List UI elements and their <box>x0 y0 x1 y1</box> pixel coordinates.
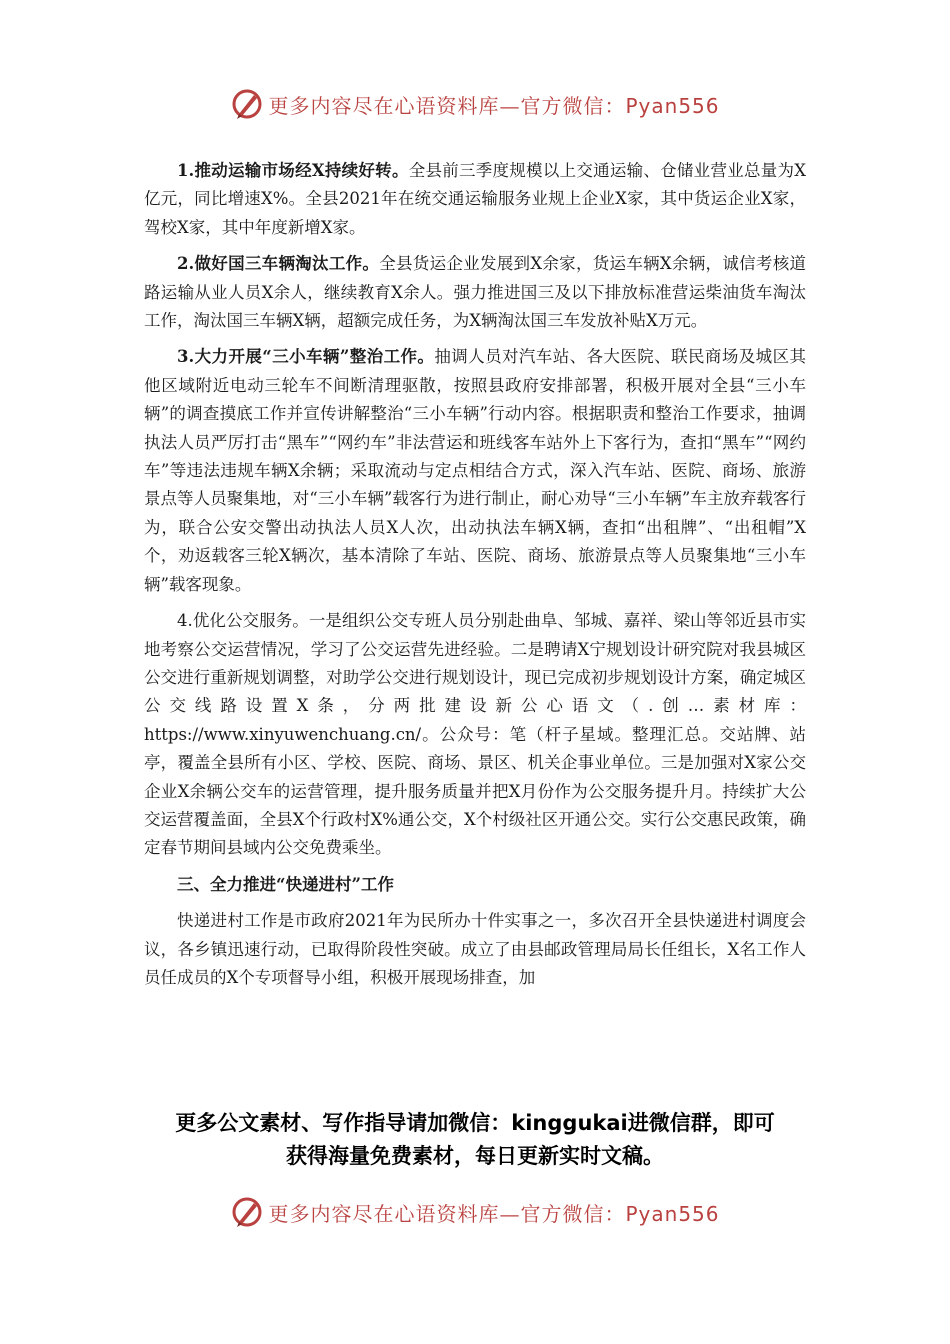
promo-line-1: 更多公文素材、写作指导请加微信：kinggukai进微信群，即可 <box>175 1111 775 1135</box>
paragraph-3-lead: 3.大力开展“三小车辆”整治工作。 <box>177 347 435 367</box>
paragraph-3 <box>144 343 806 599</box>
paragraph-3-body: 抽调人员对汽车站、各大医院、联民商场及城区其他区域附近电动三轮车不间断清理驱散，按照县政府安排部署，积极开展对全县“三小车辆”的调查摸底工作并宣传讲解整治“三小车辆”行动内容。根据职责和整治工作要求，抽调执法人员严厉打击“黑车”“网约车”非法营运和班线客车站外上下客行为，查扣“黑车”“网约车”等违法违规车辆X余辆；采取流动与定点相结合方式，深入汽车站、医院、商场、旅游景点等人员聚集地，对“三小车辆”载客行为进行制止，耐心劝导“三小车辆”车主放弃载客行为，联合公安交警出动执法人员X人次，出动执法车辆X辆，查扣“出租牌”、“出租帽”X个，劝返载客三轮X辆次，基本清除了车站、医院、商场、旅游景点等人员聚集地“三小车辆”载客现象。 <box>144 347 807 594</box>
pen-logo-icon <box>230 1195 264 1229</box>
pen-logo-icon <box>230 87 264 121</box>
promo-notice <box>0 1107 950 1173</box>
paragraph-4-body: 4.优化公交服务。一是组织公交专班人员分别赴曲阜、邹城、嘉祥、梁山等邻近县市实地考察公交运营情况，学习了公交运营先进经验。二是聘请X宁规划设计研究院对我县城区公交进行重新规划调整，对助学公交进行规划设计，现已完成初步规划设计方案，确定城区公交线路设置X条，分两批建设新公心语文（.创…素材库：https://www.xinyuwenchuang.cn/。公众号：笔（杆子星域。整理汇总。交站牌、站亭，覆盖全县所有小区、学校、医院、商场、景区、机关企事业单位。三是加强对X家公交企业X余辆公交车的运营管理，提升服务质量并把X月份作为公交服务提升月。持续扩大公交运营覆盖面，全县X个行政村X%通公交，X个村级社区开通公交。实行公交惠民政策，确定春节期间县域内公交免费乘坐。 <box>144 611 806 858</box>
paragraph-1-body: 全县前三季度规模以上交通运输、仓储业营业总量为X亿元，同比增速X%。全县2021年在统交通运输服务业规上企业X家，其中货运企业X家，驾校X家，其中年度新增X家。 <box>144 161 807 237</box>
final-paragraph: 快递进村工作是市政府2021年为民所办十件实事之一，多次召开全县快递进村调度会议，各乡镇迅速行动，已取得阶段性突破。成立了由县邮政管理局局长任组长，X名工作人员任成员的X个专项督导小组，积极开展现场排查，加 <box>144 911 806 987</box>
paragraph-1-lead: 1.推动运输市场经X持续好转。 <box>177 161 409 180</box>
paragraph-2-lead: 2.做好国三车辆淘汰工作。 <box>177 254 380 274</box>
paragraph-2-body: 全县货运企业发展到X余家，货运车辆X余辆，诚信考核道路运输从业人员X余人，继续教育X余人。强力推进国三及以下排放标准营运柴油货车淘汰工作，淘汰国三车辆X辆，超额完成任务，为X辆淘汰国三车发放补贴X万元。 <box>144 254 806 331</box>
section-heading: 三、全力推进“快递进村”工作 <box>177 874 394 894</box>
header-banner <box>0 84 950 124</box>
promo-line-2: 获得海量免费素材，每日更新实时文稿。 <box>286 1144 664 1168</box>
paragraph-2 <box>144 250 806 335</box>
header-banner-text: 更多内容尽在心语资料库—官方微信：Pyan556 <box>268 93 720 118</box>
footer-banner <box>0 1192 950 1232</box>
paragraph-1 <box>144 157 806 242</box>
document-body <box>144 157 806 1000</box>
paragraph-4 <box>144 607 806 863</box>
footer-banner-text: 更多内容尽在心语资料库—官方微信：Pyan556 <box>268 1201 720 1226</box>
